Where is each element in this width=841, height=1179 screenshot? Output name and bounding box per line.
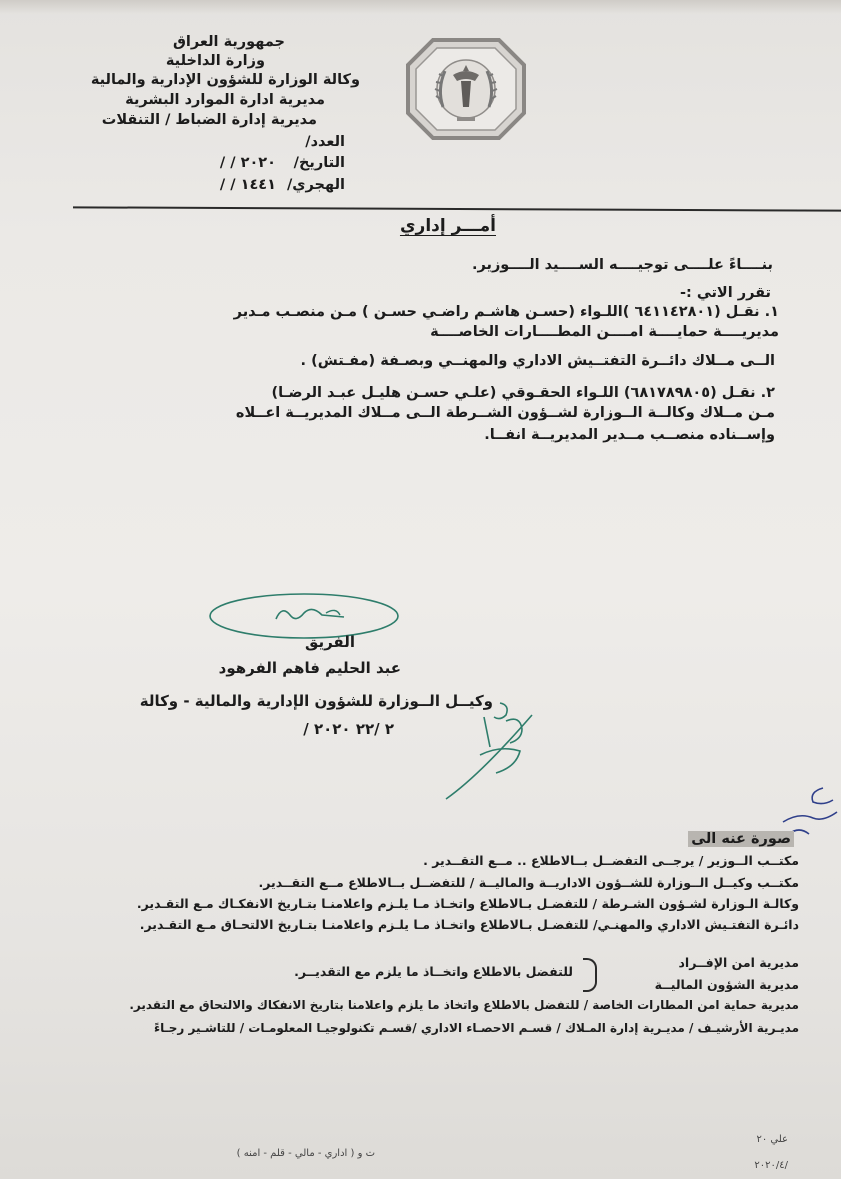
cc-group-brace	[583, 958, 597, 992]
item-1-line-2: مديريــــة حمايــــة امــــن المطــــارات الخاصــــة	[430, 324, 779, 340]
item-1-line-3: الــى مــلاك دائــرة التفتــيش الاداري والمهنــي وبصـفة (مفـتش) .	[300, 353, 775, 369]
footer-codes: ت و ( اداري - مالي - قلم - امنه )	[236, 1148, 375, 1159]
signer-rank: الفريق	[304, 633, 355, 651]
header-line-ministry: وزارة الداخلية	[165, 53, 265, 69]
signature-date: / ٢ /٢٢ ٢٠٢٠	[303, 720, 394, 738]
signer-position: وكيــل الــوزارة للشؤون الإدارية والمالية - وكالة	[139, 692, 493, 710]
cc-line-airports: مديرية حماية امن المطارات الخاصة / للتفضل بالاطلاع واتخاذ ما يلزم واعلامنا بتاريخ الانفكاك والالتحاق مع التقدير.	[129, 998, 799, 1012]
cc-line-archive: مديـرية الأرشيـف / مديـرية إدارة المـلاك / قسـم الاحصـاء الاداري /قسـم تكنولوجيـا المعلومـات / للتاشـير رجـاءً	[154, 1021, 799, 1035]
item-2-line-3: وإســناده منصــب مــدير المديريــة انفــا.	[484, 427, 775, 443]
header-line-republic: جمهورية العراق	[172, 34, 285, 50]
cc-line-police: وكالـة الـوزارة لشـؤون الشـرطة / للتفضـل بـالاطلاع واتخـاذ مـا يلـزم واعلامنـا بتـاريخ الانفكـاك مـع التقـدير.	[136, 896, 799, 911]
header-line-officers: مديرية إدارة الضباط / التنقلات	[101, 112, 317, 128]
hijri-value: / / ١٤٤١	[219, 177, 276, 193]
header-line-hr: مديرية ادارة الموارد البشرية	[125, 92, 325, 108]
paper-fold-shadow	[0, 0, 841, 14]
date-value: / / ٢٠٢٠	[219, 155, 276, 171]
cc-heading	[688, 831, 794, 847]
header-divider	[73, 206, 841, 211]
header-line-agency: وكالة الوزارة للشؤون الإدارية والمالية	[90, 72, 360, 88]
cc-line-minister: مكتــب الــوزير / يرجــى التفضــل بــالاطلاع .. مــع التقــدير .	[423, 853, 799, 868]
cc-group-line-b: مديرية الشؤون الماليــة	[654, 977, 799, 992]
cc-group-note: للتفضل بالاطلاع واتخــاذ ما يلزم مع التقديــر.	[294, 964, 573, 979]
footer-ref: علي ٢٠	[756, 1134, 788, 1145]
cc-line-inspection: دائـرة التفتـيش الاداري والمهنـي/ للتفضـل بـالاطلاع واتخـاذ مـا يلـزم واعلامنـا بتـاريخ الالتحـاق مـع التقـدير.	[139, 917, 799, 932]
signer-name: عبد الحليم فاهم الفرهود	[218, 659, 401, 677]
decided-line: تقرر الاتي :-	[679, 285, 771, 301]
intro-line: بنــــاءً علــــى توجيــــه الســــيد الــــوزير.	[471, 257, 773, 273]
document-title: أمـــر إداري	[399, 216, 496, 236]
item-2-line-2: مـن مــلاك وكالــة الــوزارة لشــؤون الشــرطة الــى مــلاك المديريــة اعــلاه	[235, 405, 775, 421]
handwritten-annotation-icon	[440, 695, 550, 805]
cc-heading-text: صورة عنه الى	[688, 831, 794, 847]
ministry-emblem-icon	[405, 37, 527, 141]
item-2-line-1: ٢. نقـل (٦٨١٧٨٩٨٠٥) اللـواء الحقـوقي (علـي حسـن هليـل عبـد الرضـا)	[271, 385, 775, 401]
cc-group-line-a: مديرية امن الإفــراد	[678, 955, 799, 970]
item-1-line-1: ١. نقـل (٦٤١١٤٢٨٠١ )اللـواء (حسـن هاشـم راضـي حسـن ) مـن منصـب مـدير	[233, 304, 779, 320]
date-label: التاريخ/	[293, 155, 345, 171]
hijri-label: الهجري/	[286, 177, 345, 193]
cc-line-deputy: مكتــب وكيــل الــوزارة للشــؤون الاداريــة والماليــة / للتفضــل بــالاطلاع مــع التقــدير.	[258, 875, 799, 890]
number-label: العدد/	[305, 134, 345, 150]
footer-date: ٢٠٢٠/٤/	[754, 1160, 788, 1171]
